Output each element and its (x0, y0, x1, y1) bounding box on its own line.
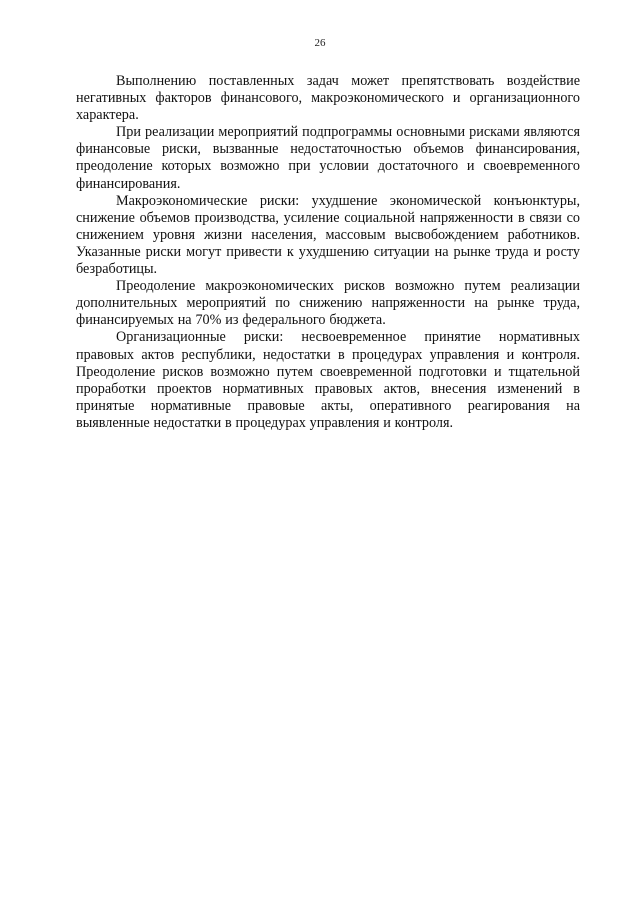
page-number: 26 (314, 37, 326, 49)
paragraph-4: Преодоление макроэкономических рисков возможно путем реализации дополнительных мероприятий по снижению напряженности на рынке труда, финансируемых на 70% из федерального бюджета. (76, 278, 580, 329)
document-body (76, 73, 580, 432)
paragraph-2: При реализации мероприятий подпрограммы основными рисками являются финансовые риски, вызванные недостаточностью объемов финансирования, преодоление которых возможно при условии достаточного и своевременного финансирования. (76, 124, 580, 192)
paragraph-3: Макроэкономические риски: ухудшение экономической конъюнктуры, снижение объемов производства, усиление социальной напряженности в связи со снижением уровня жизни населения, массовым высвобождением работников. Указанные риски могут привести к ухудшению ситуации на рынке труда и росту безработицы. (76, 192, 580, 278)
paragraph-1: Выполнению поставленных задач может препятствовать воздействие негативных факторов финансового, макроэкономического и организационного характера. (76, 73, 580, 124)
paragraph-5: Организационные риски: несвоевременное принятие нормативных правовых актов республики, недостатки в процедурах управления и контроля. Преодоление рисков возможно путем своевременной подготовки и тщательной проработки проектов нормативных правовых актов, внесения изменений в принятые нормативные правовые акты, оперативного реагирования на выявленные недостатки в процедурах управления и контроля. (76, 329, 580, 431)
